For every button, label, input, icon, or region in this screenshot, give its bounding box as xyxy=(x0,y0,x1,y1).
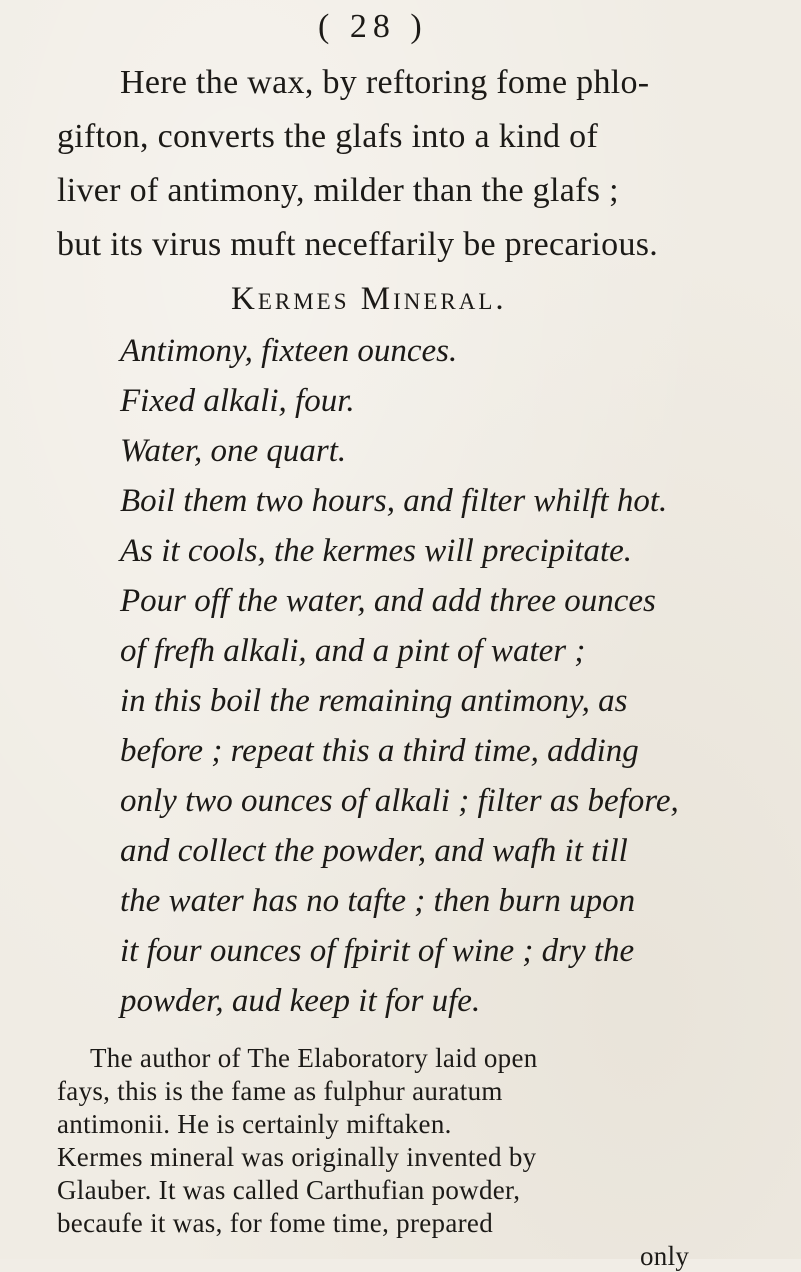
paragraph2-line-2: fays, this is the fame as fulphur auratum xyxy=(57,1076,503,1106)
paragraph2-line-4: Kermes mineral was originally invented by xyxy=(57,1142,537,1172)
page-number: ( 28 ) xyxy=(318,8,428,45)
recipe-line-9: before ; repeat this a third time, adding xyxy=(120,733,639,769)
recipe-line-13: it four ounces of fpirit of wine ; dry the xyxy=(120,933,635,969)
recipe-line-7: of frefh alkali, and a pint of water ; xyxy=(120,633,586,669)
recipe-line-3: Water, one quart. xyxy=(120,433,347,469)
recipe-line-6: Pour off the water, and add three ounces xyxy=(120,583,656,619)
recipe-line-1: Antimony, fixteen ounces. xyxy=(120,333,458,369)
paragraph1-line-2: gifton, converts the glafs into a kind of xyxy=(57,118,599,155)
paragraph2-line-5: Glauber. It was called Carthufian powder, xyxy=(57,1175,521,1205)
paragraph1-line-4: but its virus muft neceffarily be precarious. xyxy=(57,226,659,263)
recipe-line-12: the water has no tafte ; then burn upon xyxy=(120,883,636,919)
paragraph1-line-1: Here the wax, by reftoring fome phlo- xyxy=(120,64,650,101)
paragraph2-line-7: only xyxy=(640,1241,690,1271)
paragraph2-line-3: antimonii. He is certainly miftaken. xyxy=(57,1109,452,1139)
paragraph1-line-3: liver of antimony, milder than the glafs ; xyxy=(57,172,619,209)
recipe-line-8: in this boil the remaining antimony, as xyxy=(120,683,628,719)
section-heading: Kermes Mineral. xyxy=(231,281,507,317)
recipe-line-14: powder, aud keep it for ufe. xyxy=(120,983,481,1019)
recipe-line-2: Fixed alkali, four. xyxy=(120,383,355,419)
paragraph2-line-6: becaufe it was, for fome time, prepared xyxy=(57,1208,494,1238)
recipe-line-4: Boil them two hours, and filter whilft hot. xyxy=(120,483,668,519)
paragraph2-line-1: The author of The Elaboratory laid open xyxy=(90,1043,538,1073)
recipe-line-5: As it cools, the kermes will precipitate. xyxy=(120,533,633,569)
recipe-line-10: only two ounces of alkali ; filter as before, xyxy=(120,783,679,819)
recipe-line-11: and collect the powder, and wafh it till xyxy=(120,833,628,869)
